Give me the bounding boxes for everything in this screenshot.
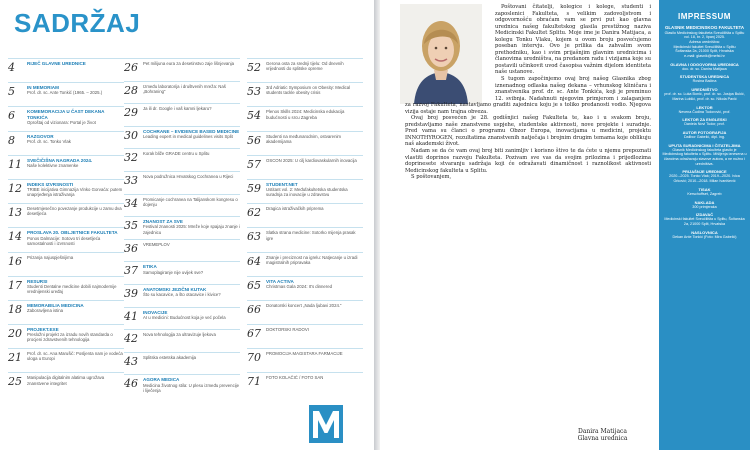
toc-entry-heading: VITA ACTIVA: [266, 278, 294, 284]
toc-entry-subtitle: TRIBE inicijativa Gimnazija Vinko Gorvaća: putem unaprjeđenja istraživanja: [27, 187, 123, 198]
toc-entry: [124, 216, 240, 239]
impressum-section-heading: UPUTA SURADNICIMA I ČITATELJIMA: [668, 142, 741, 148]
toc-page-number: 66: [247, 302, 261, 316]
toc-title: SADRŽAJ: [14, 8, 141, 38]
toc-page-number: 64: [247, 254, 261, 268]
editorial-paragraph: S tugom započinjemo ovaj broj našeg Glasnika zbog iznenadnog odlaska našeg dekana – vrhunskog kliničara i znanstvenika prof. dr. sc. Ante Tonkića, koji je preminuo 12. svibnja. Nadahnuti njegovim primjerom i zalaganjem za razvoj Fakulteta, nastavljamo graditi zajednicu koju je s toliko predanosti vodio. Njegova vizija ostaje nam trajna obveza.: [405, 76, 651, 115]
toc-entry-heading: INOVACIJE: [143, 309, 168, 315]
toc-entry-text: [266, 278, 363, 300]
toc-entry-text: [143, 376, 240, 397]
toc-page-number: 62: [247, 206, 261, 220]
toc-entry: [8, 300, 124, 324]
toc-entry-subtitle: Prizanja najuspješnijima: [27, 254, 74, 260]
toc-page-number: 13: [8, 206, 22, 220]
editorial-page: [380, 0, 750, 450]
toc-entry-subtitle: Samoplagiranje nije uvijek sve?: [143, 269, 204, 275]
toc-entry-subtitle: AI u medicini: Budućnost koja je već počela: [143, 314, 226, 320]
toc-entry-subtitle: DOKTORSKI RADOVI: [266, 327, 309, 333]
toc-page-number: 37: [124, 264, 138, 278]
toc-entry-text: [27, 254, 124, 276]
signature-role: Glavna urednica: [577, 435, 628, 442]
toc-entry-text: [143, 241, 240, 262]
toc-entry: [247, 58, 363, 82]
toc-entry-heading: ETIKA: [143, 264, 157, 270]
toc-page-number: 54: [247, 109, 261, 123]
toc-entry-heading: ZNANOST ZA SVE: [143, 219, 183, 225]
toc-page-number: 26: [124, 61, 138, 74]
toc-column-1: [8, 58, 124, 397]
toc-entry: [247, 300, 363, 324]
impressum-line: Glasilo Medicinskog fakulteta Sveučilišta u Splitu: [664, 30, 745, 35]
toc-entry-subtitle: Naše kolektivne znamenke: [27, 162, 79, 168]
toc-entry: [247, 276, 363, 300]
toc-entry: [247, 324, 363, 348]
toc-entry-subtitle: Slatka strana medicine: Sotorko mijenja prasak igre: [266, 230, 356, 241]
toc-entry: [8, 131, 124, 155]
impressum-section-text: Nevena Čudina Tudorović, prof.: [678, 109, 731, 114]
toc-entry-subtitle: Christmas Gala 2024: It's dinnered: [266, 283, 333, 289]
toc-entry: [8, 252, 124, 276]
toc-entry-subtitle: Korak bliže GRADE centru u Splitu: [143, 151, 210, 157]
toc-page-number: 63: [247, 230, 261, 244]
toc-page-number: 53: [247, 85, 261, 99]
toc-page-number: 29: [124, 106, 138, 120]
toc-entry-text: [27, 157, 124, 179]
toc-page-number: 34: [124, 196, 138, 210]
toc-entry-text: [266, 350, 363, 372]
toc-page-number: 46: [124, 377, 138, 391]
impressum-section-text: Dekan Ante Tonkić (Foto: Mira Gabelić): [672, 234, 737, 239]
toc-entry-heading: RESURSI: [27, 278, 48, 284]
toc-entry: [124, 58, 240, 81]
toc-entry-subtitle: Studenti Dentalne medicine dobili najmodernije vrednijenski uređaj: [27, 283, 117, 295]
toc-entry-heading: PROJEKT.EXE: [27, 327, 59, 333]
toc-entry: [247, 203, 363, 227]
toc-entry: [124, 81, 240, 104]
toc-entry-text: [27, 229, 124, 251]
toc-entry-text: [266, 181, 363, 203]
toc-entry-subtitle: Manipulacija digitalnim alatima ugrožava znanstvene integritet: [27, 375, 105, 386]
impressum-lines: [659, 31, 750, 59]
toc-entry: [124, 329, 240, 352]
impressum-section-heading: GLAVNA I ODGOVORNA UREDNICA: [670, 61, 739, 67]
toc-entry: [247, 82, 363, 106]
toc-entry-text: [27, 302, 124, 324]
toc-entry-text: [266, 157, 363, 179]
toc-page-number: 16: [8, 254, 22, 268]
toc-entry: [8, 324, 124, 348]
toc-entry: [124, 284, 240, 307]
toc-entry-subtitle: Desetmjesečno povezanje produkcije u zamu dva desetljeća: [27, 206, 122, 217]
impressum-section-heading: TISAK: [698, 186, 711, 192]
toc-entry-text: [27, 374, 124, 396]
toc-page-number: 39: [124, 286, 138, 300]
toc-entry-subtitle: OSCON 2025: U cilj kardiovaskularnih inovacija: [266, 157, 357, 163]
toc-entry: [124, 103, 240, 126]
toc-entry-subtitle: PROMOCIJA MAGISTARA FARMACIJE: [266, 351, 343, 357]
toc-page-number: 33: [124, 173, 138, 187]
toc-entry: [124, 239, 240, 262]
toc-entry-subtitle: Festival znanosti 2025: Mreže koje spajaju znanje i zajednicu: [143, 224, 240, 235]
toc-entry-text: [143, 331, 240, 352]
impressum-section-heading: LEKTOR: [696, 104, 713, 110]
editorial-paragraph: S poštovanjem,: [411, 174, 452, 181]
impressum-section-heading: STUDENTSKA UREDNICA: [679, 74, 730, 80]
impressum-section-heading: NASLOVNICA: [691, 229, 718, 235]
toc-entry-subtitle: Nova tehnologija za ultravizuje ljekova: [143, 332, 216, 338]
toc-entry-text: [27, 181, 124, 203]
signature-name: Danira Matijaca: [578, 428, 627, 435]
impressum-section-heading: IZDAVAČ: [695, 212, 714, 218]
impressum-section-heading: NAKLADA: [694, 199, 715, 205]
toc-entry-subtitle: 3rd Adriatic Symposium on Obesity: Medical students tackle obesity crisis: [266, 85, 351, 96]
toc-entry: [247, 179, 363, 203]
toc-entry-text: [27, 108, 124, 130]
impressum-section-heading: PRIJAŠNJE UREDNICE: [682, 169, 727, 175]
toc-entry: [8, 179, 124, 203]
toc-entry-subtitle: Nova podružnica Hrvatskog Cochranea u Rijeci: [143, 173, 234, 179]
toc-entry-text: [27, 205, 124, 227]
toc-page-number: 43: [124, 354, 138, 368]
toc-entry: [247, 227, 363, 251]
toc-entry-text: [143, 150, 240, 171]
toc-entry-subtitle: Plenos Skills 2024: Medicinska edukacija budućnosti u srcu Zagreba: [266, 109, 345, 120]
toc-page-number: 65: [247, 278, 261, 292]
editorial-paragraph: Nadam se da će vam ovaj broj biti zanimljiv i korisno štivo te da ćete u njemu prepoznati vlastiti doprinos razvoju Fakulteta. Pozivam sve vas da svojim prilozima i prijedlozima doprinesete stvaranju sadržaja koji će odražavati dinamičnost i raznolikost aktivnosti Medicinskog fakulteta u Splitu.: [405, 148, 651, 174]
toc-entry: [8, 372, 124, 396]
toc-entry-text: [143, 60, 240, 81]
toc-column-2: [124, 58, 240, 397]
toc-page-number: 11: [8, 157, 22, 171]
toc-entry-subtitle: Ponos Dalmacije: Sotovo tri desetljeća samostalnosti i izvrsnosti: [27, 235, 101, 246]
toc-entry-text: [143, 286, 240, 307]
impressum-section-text: doc. dr. sc. Danira Matijaca: [682, 66, 727, 71]
toc-entry-text: [266, 254, 363, 276]
toc-entry-text: [27, 84, 124, 106]
toc-entry-text: [266, 84, 363, 106]
toc-entry-subtitle: Zaboravljena istina: [27, 308, 64, 314]
impressum-line: Adresa uredništva:: [689, 39, 720, 44]
toc-page-number: 18: [8, 302, 22, 316]
toc-page-number: 36: [124, 241, 138, 255]
editorial-paragraph: Poštovani čitatelji, kolegice i kolege, studenti i zaposlenici Fakulteta, s velikim zadovoljstvom i odgovornošću obraćam vam se prvi put kao glavna urednica našeg fakultetskog glasila prestižnog naziva Medicinski Fakultet Splitu. Moje ime je Danira Matijaca, a kolegu Tonku Vlaku, kojem u ovom broju posvećujemo poseban intervju. Ovo je prilika da zahvalim svom prethodniku, kao i svim prijašnjim glavnim urednicima i članovima uredništva, na predanom radu i vizijama koje su postavili učinkovit uvod časopisa važnim dijelom identiteta naše ustanove.: [495, 4, 651, 76]
toc-entry-text: [27, 278, 124, 300]
toc-page-number: 21: [8, 351, 22, 365]
toc-entry-heading: STUDENT.NET: [266, 181, 298, 187]
toc-page-number: 57: [247, 157, 261, 171]
toc-entry-text: [143, 196, 240, 217]
editorial-text: [405, 4, 651, 181]
editorial-paragraph: Ovaj broj posvećen je 28. godišnjici našeg Fakulteta te, kao i u svakom broju, predstavljamo naše znanstvene uspjehe, studentske aktivnosti, nove projekte i suradnje. Pred vama su članci o programu Obzor Europa, inovacijama u medicini, projektu INNOTHYROGEN, rezultatima znanstvenih natječaja i brojnim drugim temama koje oblikuju naš akademski život.: [405, 115, 651, 148]
impressum-publisher: GLASNIK MEDICINSKOG FAKULTETA: [664, 25, 745, 30]
toc-entry-heading: INDEKS IZVRSNOSTI: [27, 181, 74, 187]
toc-entry-text: [266, 374, 363, 396]
toc-entry-text: [143, 354, 240, 375]
toc-entry: [8, 276, 124, 300]
toc-entry-subtitle: Znanje i preciznost na igrelu: Natjecanje u izradi magistralnih pripravaka: [266, 254, 358, 265]
impressum-line: vol. 18, br. 2, lipanj 2025.: [684, 35, 725, 40]
toc-entry: [8, 82, 124, 106]
toc-page-number: 32: [124, 151, 138, 165]
toc-entry-subtitle: VREMEPLOV: [143, 241, 170, 247]
toc-entry-text: [27, 350, 124, 372]
impressum-line: Medicinski fakultet Sveučilišta u Splitu: [673, 44, 736, 49]
toc-entry: [247, 131, 363, 155]
toc-entry: [247, 106, 363, 130]
impressum-section-text: 2020.–2025. Tonko Vlak; 2019.–2020. Ivica Grković; 2010.–2018. Milan Ivanišević: [669, 174, 740, 184]
impressum-title: IMPRESSUM: [678, 12, 731, 21]
toc-page-number: 70: [247, 351, 261, 365]
toc-entry-heading: IN MEMORIAM: [27, 85, 59, 91]
toc-entry-heading: SVEČIČIŠNA NAGRADA 2024.: [27, 157, 93, 163]
toc-entry-subtitle: Pet milijuna eura za desetinstvo zaje lišnjevanja: [143, 61, 235, 66]
toc-entry-subtitle: Promicanje cochranea na Talijanskom kongresu o dojenju: [143, 196, 238, 207]
toc-page-number: 25: [8, 375, 22, 389]
toc-page-number: 59: [247, 181, 261, 195]
toc-entry: [247, 252, 363, 276]
editor-signature: [555, 428, 650, 442]
toc-entry-text: [143, 309, 240, 330]
toc-entry: [124, 148, 240, 171]
toc-page-number: 67: [247, 327, 261, 341]
impressum-line: Šoltanska 2a, 21000 Split, Hrvatska: [675, 49, 734, 54]
toc-page-number: 20: [8, 327, 22, 341]
toc-entry-heading: COCHRANE – EVIDENCE BASED MEDICINE: [143, 128, 240, 134]
toc-entry-subtitle: Medicina životnog stila: U plesu između prevencije i liječenja: [143, 382, 240, 393]
toc-entry-subtitle: Što su kacavice, a što otacavice i kivice?: [143, 292, 221, 298]
toc-entry-subtitle: Između laboratorija i društvenih mreža: Naš „Bohraning“: [143, 83, 226, 94]
toc-entry: [247, 155, 363, 179]
toc-page-number: 4: [8, 61, 15, 74]
toc-entry-heading: ANATOMSKI JEZIČNI KUTAK: [143, 286, 207, 292]
impressum-section-text: Dalibor Gabelić, dipl. ing.: [684, 134, 725, 139]
toc-entry-text: [27, 60, 124, 82]
toc-page-number: 41: [124, 309, 138, 323]
toc-entry-subtitle: Ja ili dr. Google i vaš kamni ljekaru?: [143, 106, 212, 112]
toc-entry-subtitle: Oproštaj od vizionara: Portal je život: [27, 119, 96, 125]
toc-entry-text: [266, 60, 363, 82]
toc-entry-heading: AGORA MEDICA: [143, 377, 180, 383]
toc-entry-subtitle: Prof. dr. sc. Ante Tonkić (1965. – 2025.): [27, 90, 103, 96]
toc-entry-text: [266, 302, 363, 324]
toc-entry-subtitle: Studenti na međunarodnim, ostvarenim akademijama: [266, 133, 341, 144]
toc-page-number: 42: [124, 332, 138, 346]
toc-page-number: 35: [124, 219, 138, 233]
faculty-logo-icon: [309, 405, 343, 443]
toc-entry-text: [266, 205, 363, 227]
impressum-section-text: prof. dr. sc. Luka Bonić, prof. dr. sc. Josipa Bukić, Marina Lukšić, prof. dr. sc. Nikola Pavić: [664, 92, 745, 101]
toc-page-number: 71: [247, 375, 261, 389]
toc-entry-subtitle: FOTO KOLAČIĆ / FOTO SAN: [266, 375, 324, 381]
impressum-section-text: 300 primjeraka: [692, 204, 717, 209]
toc-entry: [8, 155, 124, 179]
toc-entry-text: [266, 326, 363, 348]
toc-entry: [124, 126, 240, 149]
impressum-section-text: Medicinski fakultet Sveučilišta u Splitu, Šoltanska 2a, 21000 Split, Hrvatska: [664, 217, 745, 226]
toc-entry-subtitle: Prof. dr. sc. Tonko Vlak: [27, 138, 71, 144]
toc-entry-text: [143, 173, 240, 194]
impressum-sections: [659, 62, 750, 240]
toc-entry: [247, 348, 363, 372]
toc-entry: [124, 194, 240, 217]
impressum-panel: [659, 0, 750, 450]
toc-page-number: 12: [8, 181, 22, 195]
toc-entry: [124, 352, 240, 375]
toc-page-number: 8: [8, 133, 15, 147]
toc-entry: [8, 203, 124, 227]
toc-entry-subtitle: Donatorski koncert „Nada ljubavi 2024.“: [266, 302, 342, 308]
toc-page-number: 56: [247, 133, 261, 147]
toc-page-number: 30: [124, 128, 138, 142]
toc-entry-text: [266, 133, 363, 155]
toc-entry-text: [143, 218, 240, 239]
toc-page-number: 28: [124, 83, 138, 97]
toc-entry: [8, 227, 124, 251]
toc-entry-heading: RAZGOVOR: [27, 133, 54, 139]
impressum-section-text: Glasnik Medicinskog fakulteta glasilo je Medicinskog fakulteta u Splitu. Mišljenja iznesena u člancima odražavaju stavove autora, a ne nužno i uredništva.: [662, 147, 747, 166]
toc-entry: [124, 261, 240, 284]
toc-entry: [8, 348, 124, 372]
toc-entry: [8, 106, 124, 130]
toc-entry-heading: PROSLAVA 20. OBLJETNICE FAKULTETA: [27, 230, 118, 236]
toc-column-3: [247, 58, 363, 397]
impressum-section-heading: AUTOR FOTOGRAFIJA: [682, 129, 727, 135]
toc-page-number: 17: [8, 278, 22, 292]
toc-entry-text: [143, 263, 240, 284]
impressum-section-heading: UREDNIŠTVO: [691, 87, 718, 93]
toc-entry-subtitle: Gerona osta za srednji tijelu: Od dnevnih vrijednosti do splitske opreme: [266, 61, 344, 72]
toc-page-number: 6: [8, 109, 15, 123]
toc-entry: [247, 372, 363, 396]
toc-entry: [124, 171, 240, 194]
toc-entry-subtitle: Presložni projekt za izradu novih standarda o procjeni zdravstvenih tehnologija: [27, 332, 113, 343]
impressum-line: e-mail: glasnik@mefst.hr: [684, 54, 725, 59]
impressum-section-text: Kerschoffset, Zagreb: [687, 191, 722, 196]
toc-entry-subtitle: Dragica istraživačkih priprema: [266, 206, 324, 212]
toc-entry-subtitle: Splitska estetska akademija: [143, 354, 197, 360]
toc-page: [0, 0, 374, 450]
toc-entry-text: [143, 128, 240, 149]
toc-entry-heading: KOMEMORACIJA U ČAST DEKANA TONKIĆA: [27, 109, 105, 120]
toc-page-number: 52: [247, 61, 261, 74]
toc-entry: [124, 374, 240, 397]
toc-entry-text: [266, 229, 363, 251]
impressum-section-text: Daniela Novi Tudor, prof.: [684, 122, 725, 127]
toc-entry: [124, 307, 240, 330]
toc-entry-text: [143, 83, 240, 104]
toc-entry-text: [266, 108, 363, 130]
toc-entry-heading: RIJEČ GLAVNE UREDNICE: [27, 61, 86, 66]
toc-entry: [8, 58, 124, 82]
toc-entry-subtitle: Ustitant vol. 2: Međufakultetska studentska suradnja za inovacije u zdravstvu: [266, 187, 348, 198]
toc-entry-text: [143, 105, 240, 126]
toc-entry-subtitle: Leading expert in medical guidelines visits Split: [143, 133, 233, 139]
toc-page-number: 5: [8, 85, 15, 99]
toc-entry-text: [27, 133, 124, 155]
toc-entry-subtitle: Prof. dr. sc. Ana Marušić: Posljenta nam je vodeća uloga u Europi: [27, 351, 123, 362]
toc-entry-text: [27, 326, 124, 348]
impressum-section-text: Rosina Bačina: [692, 79, 717, 84]
toc-page-number: 14: [8, 230, 22, 244]
impressum-section-heading: LEKTOR ZA ENGLESKI: [682, 117, 727, 123]
toc-entry-heading: MEMORABILIA MEDICINA: [27, 302, 84, 308]
